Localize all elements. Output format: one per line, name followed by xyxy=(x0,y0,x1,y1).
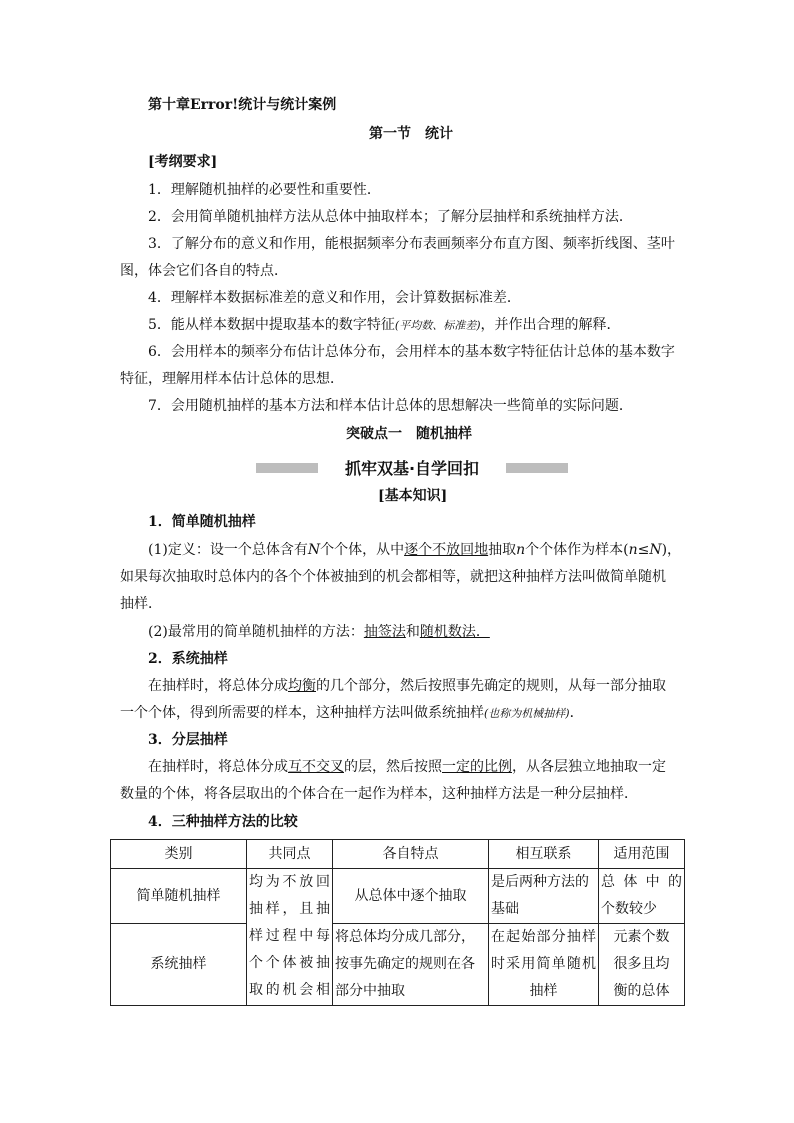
category-cell: 系统抽样 xyxy=(111,924,247,1006)
symbol-N: N xyxy=(307,542,321,558)
requirement-text: ，并作出合理的解释． xyxy=(480,317,621,333)
table-header-cell: 适用范围 xyxy=(599,840,685,869)
cell-line: 是后两种方法的 xyxy=(491,874,589,890)
table-header-cell: 共同点 xyxy=(247,840,333,869)
text: 的几个部分，然后按照事先确定的规则，从每一部分抽取 xyxy=(316,678,666,694)
cell-line: 总体中的 xyxy=(601,874,682,890)
section-banner xyxy=(256,459,568,477)
handwritten-note: (也称为机械抽样) xyxy=(484,707,570,720)
text: 抽取 xyxy=(488,542,517,558)
s3-line2: 数量的个体，将各层取出的个体合在一起作为样本，这种抽样方法是一种分层抽样． xyxy=(120,786,638,802)
requirement-item: 1．理解随机抽样的必要性和重要性． xyxy=(148,182,381,198)
s1-definition xyxy=(148,540,681,560)
text: 在抽样时，将总体分成 xyxy=(148,759,288,775)
cell-line: 样过程中每 xyxy=(249,928,330,944)
underlined-term: 抽签法 xyxy=(363,624,406,640)
s3-line1 xyxy=(148,757,666,777)
category-cell: 简单随机抽样 xyxy=(111,869,247,924)
handwritten-note: (平均数、标准差) xyxy=(394,319,481,332)
cell-line: 个数较少 xyxy=(601,901,657,917)
requirement-item: 7．会用随机抽样的基本方法和样本估计总体的思想解决一些简单的实际问题． xyxy=(148,398,633,414)
table-header-cell: 各自特点 xyxy=(333,840,489,869)
cell-line: 按事先确定的规则在各 xyxy=(335,956,475,972)
cell-line: 部分中抽取 xyxy=(335,983,405,999)
s1-methods xyxy=(148,622,490,642)
link-cell xyxy=(489,869,599,924)
table-header-cell: 类别 xyxy=(111,840,247,869)
banner-text: 抓牢双基·自学回扣 xyxy=(344,459,480,478)
cell-line: 基础 xyxy=(491,901,519,917)
text: )， xyxy=(661,542,682,558)
requirement-item: 2．会用简单随机抽样方法从总体中抽取样本；了解分层抽样和系统抽样方法． xyxy=(148,209,633,225)
table-header-cell: 相互联系 xyxy=(489,840,599,869)
text: ，从各层独立地抽取一定 xyxy=(512,759,666,775)
requirement-item: 图，体会它们各自的特点． xyxy=(120,263,288,279)
requirement-item: 特征，理解用样本估计总体的思想． xyxy=(120,371,344,387)
cell-line: 衡的总体 xyxy=(613,983,670,999)
s2-line2 xyxy=(120,703,584,724)
symbol-n: n xyxy=(516,542,526,558)
text: 在抽样时，将总体分成 xyxy=(148,678,288,694)
text: 和 xyxy=(405,624,420,640)
text: ． xyxy=(569,705,584,721)
chapter-title: 第十章Error!统计与统计案例 xyxy=(148,97,337,113)
s2-title: 2．系统抽样 xyxy=(148,651,228,667)
cell-line: 均为不放回 xyxy=(249,874,330,890)
requirement-item xyxy=(148,315,621,336)
banner-bar-right xyxy=(506,463,568,473)
basic-knowledge-heading: [基本知识] xyxy=(378,488,448,504)
requirement-item: 3．了解分布的意义和作用，能根据频率分布表画频率分布直方图、频率折线图、茎叶 xyxy=(148,236,675,252)
s4-title: 4．三种抽样方法的比较 xyxy=(148,814,298,830)
cell-line: 元素个数 xyxy=(613,929,670,945)
requirement-item: 4．理解样本数据标准差的意义和作用，会计算数据标准差． xyxy=(148,290,521,306)
s3-title: 3．分层抽样 xyxy=(148,732,228,748)
underlined-term: 随机数法． xyxy=(419,624,490,640)
cell-line: 将总体均分成几部分， xyxy=(335,929,475,945)
underlined-term: 一定的比例 xyxy=(442,759,512,775)
cell-line: 个个体被抽 xyxy=(249,955,330,971)
cell-line: 抽样，且抽 xyxy=(249,901,330,917)
s1-definition-line2: 如果每次抽取时总体内的各个个体被抽到的机会都相等，就把这种抽样方法叫做简单随机 xyxy=(120,569,666,585)
text: (1)定义：设一个总体含有 xyxy=(148,542,308,558)
text: 个个体，从中 xyxy=(320,542,405,558)
feature-cell xyxy=(333,924,489,1006)
requirement-item: 6．会用样本的频率分布估计总体分布，会用样本的基本数字特征估计总体的基本数字 xyxy=(148,344,675,360)
breakthrough-title: 突破点一 随机抽样 xyxy=(346,426,472,442)
feature-cell: 从总体中逐个抽取 xyxy=(333,869,489,924)
text: 个个体作为样本( xyxy=(525,542,629,558)
s1-title: 1．简单随机抽样 xyxy=(148,514,256,530)
text: (2)最常用的简单随机抽样的方法： xyxy=(148,624,364,640)
condition: n≤N xyxy=(628,542,662,558)
section-title: 第一节 统计 xyxy=(369,126,453,142)
underlined-term: 均衡 xyxy=(288,678,316,694)
table-header-row xyxy=(111,840,685,869)
cell-line: 在起始部分抽样 xyxy=(491,929,596,945)
text: 一个个体，得到所需要的样本，这种抽样方法叫做系统抽样 xyxy=(120,705,484,721)
cell-line: 时采用简单随机 xyxy=(491,956,596,972)
banner-bar-left xyxy=(256,463,318,473)
cell-line: 很多且均 xyxy=(613,956,670,972)
s1-definition-line3: 抽样． xyxy=(120,596,162,612)
underlined-term: 逐个不放回地 xyxy=(404,542,489,558)
s2-line1 xyxy=(148,676,666,696)
comparison-table xyxy=(110,839,685,1006)
underlined-term: 互不交叉 xyxy=(288,759,344,775)
common-cell xyxy=(247,869,333,1006)
requirements-heading: [考纲要求] xyxy=(148,154,218,170)
text: 的层，然后按照 xyxy=(344,759,442,775)
requirement-text: 5．能从样本数据中提取基本的数字特征 xyxy=(148,317,395,333)
table-row xyxy=(111,869,685,924)
cell-line: 抽样 xyxy=(529,983,558,999)
cell-line: 取的机会相 xyxy=(249,982,330,998)
scope-cell xyxy=(599,869,685,924)
scope-cell xyxy=(599,924,685,1006)
link-cell xyxy=(489,924,599,1006)
table-row xyxy=(111,924,685,1006)
